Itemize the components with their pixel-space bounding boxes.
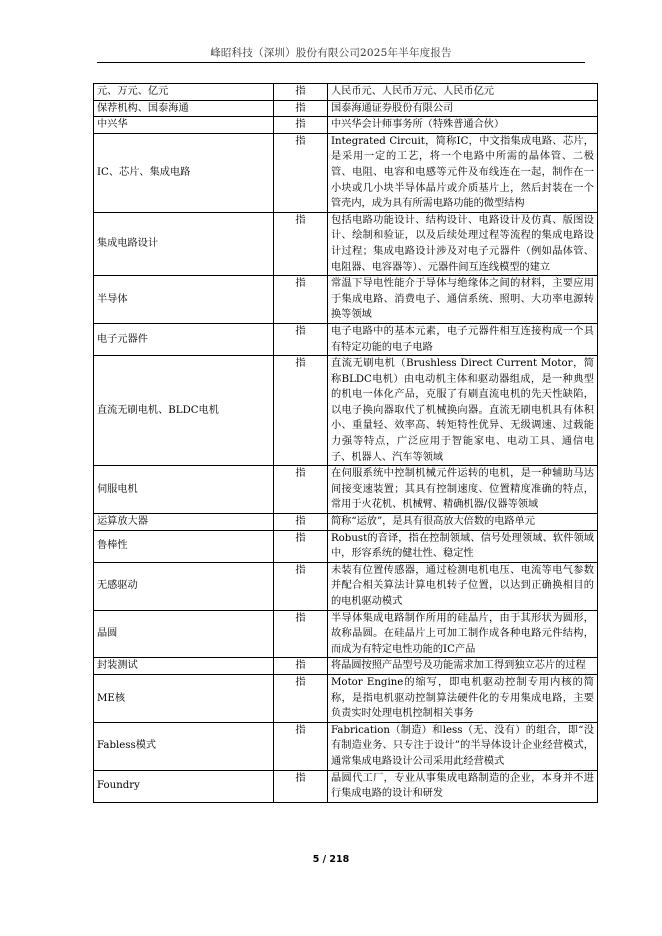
table-row (94, 514, 598, 531)
definition-cell: 简称“运放”，是具有很高放大倍数的电路单元 (328, 514, 598, 531)
term-cell: 集成电路设计 (94, 212, 274, 275)
term-cell: 半导体 (94, 276, 274, 324)
table-row (94, 212, 598, 275)
definition-cell: 晶圆代工厂，专业从事集成电路制造的企业，本身并不进行集成电路的设计和研发 (328, 770, 598, 802)
term-cell: 鲁棒性 (94, 530, 274, 562)
refer-cell: 指 (274, 674, 328, 722)
table-row (94, 562, 598, 610)
definition-cell: 人民币元、人民币万元、人民币亿元 (328, 84, 598, 101)
table-row (94, 100, 598, 117)
definition-cell: Motor Engine的缩写，即电机驱动控制专用内核的简称，是指电机驱动控制算法硬件化的专用集成电路，主要负责实时处理电机控制相关事务 (328, 674, 598, 722)
term-cell: 直流无刷电机、BLDC电机 (94, 356, 274, 466)
term-cell: 保荐机构、国泰海通 (94, 100, 274, 117)
term-cell: 元、万元、亿元 (94, 84, 274, 101)
term-cell: Foundry (94, 770, 274, 802)
definition-cell: Fabrication（制造）和less（无、没有）的组合，即“没有制造业务、只专注于设计”的半导体设计企业经营模式，通常集成电路设计公司采用此经营模式 (328, 722, 598, 770)
refer-cell: 指 (274, 84, 328, 101)
refer-cell: 指 (274, 276, 328, 324)
definition-cell: 未装有位置传感器，通过检测电机电压、电流等电气参数并配合相关算法计算电机转子位置，以达到正确换相目的的电机驱动模式 (328, 562, 598, 610)
refer-cell: 指 (274, 658, 328, 675)
table-row (94, 84, 598, 101)
page-number: 5 / 218 (312, 854, 350, 865)
definition-cell: 半导体集成电路制作所用的硅晶片，由于其形状为圆形，故称晶圆。在硅晶片上可加工制作成各种电路元件结构，而成为有特定电性功能的IC产品 (328, 610, 598, 658)
term-cell: 电子元器件 (94, 323, 274, 355)
table-row (94, 133, 598, 212)
table-row (94, 323, 598, 355)
definitions-table-body (94, 84, 598, 803)
term-cell: 封装测试 (94, 658, 274, 675)
refer-cell: 指 (274, 100, 328, 117)
refer-cell: 指 (274, 212, 328, 275)
definition-cell: 常温下导电性能介于导体与绝缘体之间的材料，主要应用于集成电路、消费电子、通信系统、照明、大功率电源转换等领域 (328, 276, 598, 324)
term-cell: 无感驱动 (94, 562, 274, 610)
term-cell: 运算放大器 (94, 514, 274, 531)
table-row (94, 770, 598, 802)
refer-cell: 指 (274, 610, 328, 658)
table-row (94, 276, 598, 324)
table-row (94, 674, 598, 722)
definition-cell: 国泰海通证券股份有限公司 (328, 100, 598, 117)
term-cell: IC、芯片、集成电路 (94, 133, 274, 212)
definitions-table (93, 83, 598, 803)
table-row (94, 530, 598, 562)
definition-cell: 中兴华会计师事务所（特殊普通合伙） (328, 117, 598, 134)
definition-cell: 包括电路功能设计、结构设计、电路设计及仿真、版图设计、绘制和验证，以及后续处理过程等流程的集成电路设计过程；集成电路设计涉及对电子元器件（例如晶体管、电阻器、电容器等）、元器件间互连线模型的建立 (328, 212, 598, 275)
refer-cell: 指 (274, 117, 328, 134)
refer-cell: 指 (274, 466, 328, 514)
table-row (94, 610, 598, 658)
definition-cell: 直流无刷电机（Brushless Direct Current Motor，简称BLDC电机）由电动机主体和驱动器组成，是一种典型的机电一体化产品，克服了有刷直流电机的先天性缺陷，以电子换向器取代了机械换向器。直流无刷电机具有体积小、重量轻、效率高、转矩特性优异、无级调速、过载能力强等特点，广泛应用于智能家电、电动工具、通信电子、机器人、汽车等领域 (328, 356, 598, 466)
definition-cell: 电子电路中的基本元素，电子元器件相互连接构成一个具有特定功能的电子电路 (328, 323, 598, 355)
refer-cell: 指 (274, 530, 328, 562)
table-row (94, 466, 598, 514)
refer-cell: 指 (274, 356, 328, 466)
refer-cell: 指 (274, 514, 328, 531)
term-cell: 中兴华 (94, 117, 274, 134)
definition-cell: Integrated Circuit，简称IC，中文指集成电路、芯片，是采用一定的工艺，将一个电路中所需的晶体管、二极管、电阻、电容和电感等元件及布线连在一起，制作在一小块或几小块半导体晶片或介质基片上，然后封装在一个管壳内，成为具有所需电路功能的微型结构 (328, 133, 598, 212)
definition-cell: Robust的音译，指在控制领域、信号处理领域、软件领域中，形容系统的健壮性、稳定性 (328, 530, 598, 562)
definition-cell: 在伺服系统中控制机械元件运转的电机，是一种辅助马达间接变速装置；其具有控制速度、位置精度准确的特点，常用于火花机、机械臂、精确机器/仪器等领域 (328, 466, 598, 514)
table-row (94, 658, 598, 675)
refer-cell: 指 (274, 562, 328, 610)
term-cell: 晶圆 (94, 610, 274, 658)
term-cell: ME核 (94, 674, 274, 722)
refer-cell: 指 (274, 722, 328, 770)
page-header: 峰昭科技（深圳）股份有限公司2025年半年度报告 (210, 47, 452, 59)
header-rule (97, 62, 585, 63)
definition-cell: 将晶圆按照产品型号及功能需求加工得到独立芯片的过程 (328, 658, 598, 675)
refer-cell: 指 (274, 133, 328, 212)
table-row (94, 117, 598, 134)
table-row (94, 356, 598, 466)
term-cell: 伺服电机 (94, 466, 274, 514)
term-cell: Fabless模式 (94, 722, 274, 770)
refer-cell: 指 (274, 770, 328, 802)
table-row (94, 722, 598, 770)
refer-cell: 指 (274, 323, 328, 355)
